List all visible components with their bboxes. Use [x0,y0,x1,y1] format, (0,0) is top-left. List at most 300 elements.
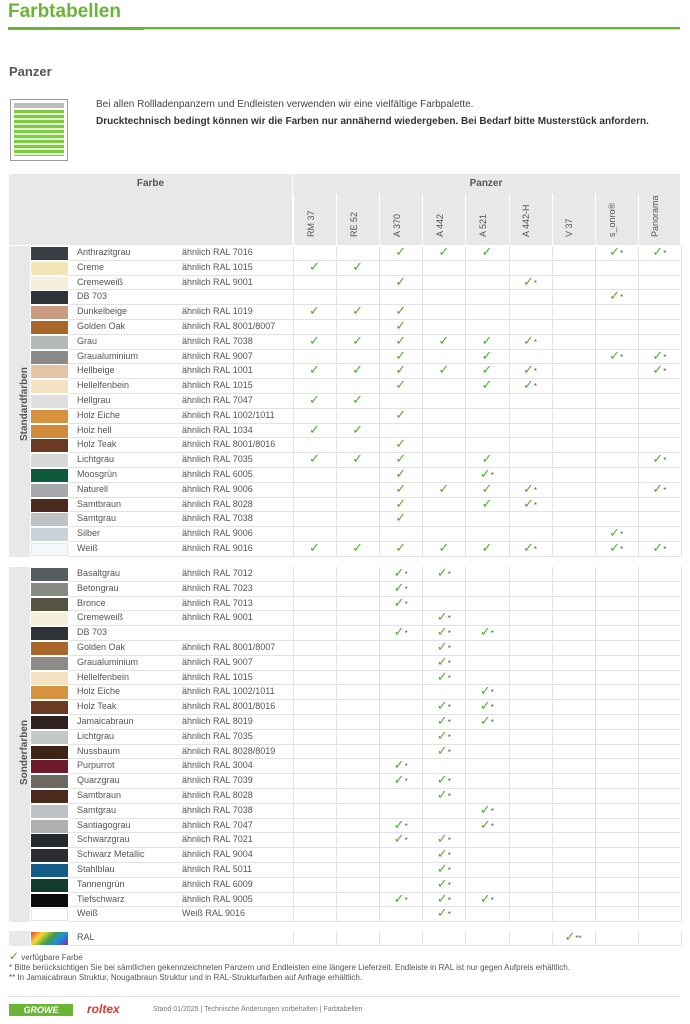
footnote-marker: * [447,910,451,920]
footnote-marker: * [533,500,538,510]
check-icon: ✓ [309,451,320,467]
standard-block [9,246,680,557]
check-icon: ✓* [479,713,494,728]
ral-reference: ähnlich RAL 1015 [182,261,253,272]
footnote-marker: * [447,851,451,861]
footnote-marker: * [447,658,451,668]
color-swatch [31,395,68,408]
row-divider [69,921,680,922]
color-name: Quarzgrau [77,775,120,786]
ral-reference: ähnlich RAL 8028 [182,790,253,800]
row-divider [69,556,680,557]
check-icon: ✓ [438,480,450,496]
check-icon: ✓ [309,362,320,378]
color-name: Cremeweiß [77,276,124,287]
footnote-marker: * [404,570,408,579]
check-icon: ✓* [393,565,408,580]
footnote-marker: * [533,485,538,495]
check-icon: ✓ [395,377,407,393]
color-swatch [31,731,68,744]
ral-reference: ähnlich RAL 8019 [182,716,253,726]
ral-reference: Weiß RAL 9016 [182,908,246,919]
check-icon: ✓* [609,525,624,541]
check-icon: ✓* [609,244,624,259]
column-header [422,194,466,245]
page-title: Farbtabellen [8,1,121,22]
ral-reference: ähnlich RAL 1002/1011 [182,686,275,697]
check-icon: ✓* [609,540,624,555]
footnote-marker: * [620,545,624,554]
check-icon: ✓ [309,540,320,555]
color-swatch [31,583,68,596]
table-row [9,931,680,946]
color-swatch [31,454,68,467]
check-icon: ✓* [652,451,667,467]
table-row [9,495,680,513]
color-name: RAL [77,932,95,942]
check-icon: ✓ [481,480,493,496]
column-header [509,194,553,245]
check-icon: ✓* [652,347,667,363]
ral-reference: ähnlich RAL 7038 [182,804,253,815]
check-icon: ✓* [522,540,538,555]
ral-reference: ähnlich RAL 9001 [182,612,253,623]
check-icon: ✓* [652,244,667,259]
color-swatch [31,908,68,921]
color-swatch [31,568,68,581]
ral-reference: ähnlich RAL 7047 [182,395,253,405]
check-icon: ✓ [395,406,407,422]
color-name: Hellbeige [77,365,115,376]
color-name: Schwarz Metallic [77,849,145,860]
color-swatch [31,701,68,714]
check-icon: ✓* [652,480,667,496]
check-icon: ✓* [479,624,494,640]
check-icon: ✓ [481,540,493,555]
color-swatch [31,864,68,877]
check-icon: ✓* [522,377,538,393]
color-swatch [31,262,68,275]
footnote-marker: * [490,806,494,816]
footer-rule [8,996,680,997]
table-row [9,907,680,922]
check-icon: ✓* [436,831,451,847]
check-icon: ✓ [309,392,320,407]
color-swatch [31,410,68,423]
column-header [638,194,682,245]
table-row [9,727,680,745]
table-row [9,273,680,291]
table-header [9,174,680,245]
ral-reference: ähnlich RAL 8001/8007 [182,642,276,652]
check-icon: ✓* [609,347,624,363]
color-swatch [31,484,68,497]
check-icon: ✓* [522,332,538,348]
row-divider [69,945,680,946]
footnote-marker: * [447,718,451,727]
legend-available: verfügbare Farbe [21,953,83,962]
ral-reference: ähnlich RAL 9007 [182,350,253,361]
color-name: Lichtgrau [77,730,115,741]
footnote-marker: * [447,644,451,653]
ral-reference: ähnlich RAL 7016 [182,247,253,257]
check-icon: ✓* [479,890,494,906]
check-icon: ✓* [479,816,494,832]
ral-reference: ähnlich RAL 8001/8016 [182,701,276,712]
header-panzer: Panzer [469,178,503,189]
check-icon: ✓ [481,362,493,378]
intro-text: Bei allen Rollladenpanzern und Endleisten verwenden wir eine vielfältige Farbpalette. [96,99,474,110]
ral-reference: ähnlich RAL 7035 [182,730,253,741]
check-icon: ✓ [309,303,320,319]
check-icon: ✓* [479,683,494,699]
ral-reference: ähnlich RAL 9001 [182,276,253,287]
check-icon: ✓* [522,480,538,496]
ral-reference: ähnlich RAL 7035 [182,454,253,465]
growe-logo: GROWE [9,1004,73,1016]
color-name: Holz Teak [77,701,117,712]
check-icon: ✓* [393,831,408,847]
color-name: Hellelfenbein [77,671,130,682]
color-swatch [31,627,68,640]
footnote-marker: * [447,836,451,846]
column-header-label: RM 37 [305,210,316,237]
column-header [336,194,380,245]
footnote-marker: * [620,530,624,540]
roltex-logo: roltex [87,1002,120,1016]
column-divider [681,567,682,922]
ral-reference: ähnlich RAL 9004 [182,849,253,860]
color-name: Tannengrün [77,878,125,889]
footer-text: Stand 01/2025 | Technische Änderungen vorbehalten | Farbtabellen [153,1006,363,1013]
footnote-marker: * [447,673,451,683]
check-icon: ✓* [609,288,624,304]
check-icon: ✓ [352,451,364,467]
color-name: Golden Oak [77,642,126,652]
check-icon: ✓ [395,480,407,496]
check-icon: ✓ [395,510,407,526]
color-swatch [31,805,68,818]
check-icon: ✓ [395,495,407,511]
ral-reference: ähnlich RAL 9005 [182,893,253,904]
check-icon: ✓* [436,624,451,640]
table-row [9,848,680,863]
check-icon: ✓ [395,303,407,319]
footnote-marker: * [447,880,451,890]
color-swatch [31,598,68,611]
color-swatch [31,746,68,759]
color-name: Betongrau [77,582,119,593]
color-swatch [31,513,68,526]
color-name: Naturell [77,483,109,494]
check-icon: ✓* [436,742,451,758]
color-swatch [31,790,68,803]
footnote-marker: * [447,895,451,905]
color-swatch [31,834,68,847]
table-row [9,700,680,715]
footnote-marker: * [663,485,667,495]
check-icon: ✓ [352,332,364,348]
check-icon: ✓* [393,772,408,788]
intro-note: Drucktechnisch bedingt können wir die Farben nur annähernd wiedergeben. Bei Bedarf bitte Musterstück anfordern. [96,116,649,127]
ral-reference: ähnlich RAL 9016 [182,543,253,553]
color-swatch [31,686,68,699]
color-name: Holz Teak [77,439,117,450]
check-icon: ✓* [522,495,538,511]
check-icon: ✓ [352,362,364,378]
table-row [9,626,680,641]
check-icon: ✓ [395,318,407,333]
column-header [465,194,509,245]
color-swatch [31,499,68,512]
check-icon: ✓* [479,698,494,714]
ral-reference: ähnlich RAL 1015 [182,671,253,682]
column-header [293,194,337,245]
ral-reference: ähnlich RAL 8001/8016 [182,439,276,450]
check-icon: ✓* [436,772,451,788]
ral-reference: ähnlich RAL 9006 [182,528,253,539]
shutter-illustration [10,99,68,161]
check-icon: ✓* [479,466,494,481]
check-icon: ✓* [436,698,451,714]
footnote-marker: * [404,821,408,831]
color-name: Hellelfenbein [77,380,130,391]
column-header-label: A 521 [477,213,488,237]
color-name: Samtbraun [77,790,122,800]
check-icon: ✓ [438,362,450,378]
footnote-marker: * [533,382,538,392]
ral-reference: ähnlich RAL 7023 [182,582,253,593]
shutter-box [14,103,64,108]
table-row [9,453,680,468]
shutter-slats [14,110,64,156]
color-name: Holz Eiche [77,686,121,697]
section-title: Panzer [9,64,52,79]
footnote-marker: * [533,337,538,347]
check-icon: ✓* [393,890,408,906]
color-name: Nussbaum [77,745,121,756]
ral-reference: ähnlich RAL 7039 [182,775,253,786]
check-icon: ✓ [395,436,407,452]
color-name: Hellgrau [77,395,111,405]
column-divider [681,246,682,557]
table-row [9,875,680,893]
table-row [9,653,680,671]
footnote-marker: * [404,599,408,609]
ral-reference: ähnlich RAL 7038 [182,335,253,346]
table-row [9,468,680,483]
check-icon: ✓* [436,861,451,876]
footnote-marker: * [663,456,667,466]
column-header-label: A 442 [434,213,445,237]
footnote-marker: * [490,718,494,727]
color-swatch [31,247,68,260]
color-name: Anthrazitgrau [77,247,131,257]
check-icon: ✓* [436,609,451,625]
table-row [9,742,680,760]
footnote-marker: * [447,703,451,713]
footnote-marker: * [447,747,451,757]
footnote-marker: * [404,762,408,772]
color-swatch [31,612,68,625]
footnote-marker: * [447,614,451,624]
check-icon: ✓ [481,451,493,467]
check-icon: ✓* [652,540,667,555]
title-rule [144,29,680,30]
color-name: Silber [77,528,101,539]
ral-reference: ähnlich RAL 1002/1011 [182,409,275,420]
color-name: Santiagograu [77,819,131,830]
table-row [9,774,680,789]
table-row [9,480,680,498]
footnote-marker: * [447,629,451,639]
ral-reference: ähnlich RAL 1015 [182,380,253,391]
check-icon: ✓ [395,347,407,363]
sonder-block [9,567,680,922]
ral-reference: ähnlich RAL 8028/8019 [182,745,276,756]
color-name: Creme [77,261,105,272]
check-icon: ✓* [436,565,451,580]
ral-reference: ähnlich RAL 1001 [182,365,253,376]
color-name: Lichtgrau [77,454,115,465]
check-icon: ✓ [481,495,493,511]
check-icon: ✓ [352,421,364,437]
ral-reference: ähnlich RAL 8028 [182,498,253,509]
ral-reference: ähnlich RAL 7038 [182,513,253,524]
color-swatch [31,543,68,556]
ral-reference: ähnlich RAL 7047 [182,819,253,830]
table-row [9,816,680,834]
color-swatch [31,932,68,945]
sonder-label: Sonderfarben [19,719,30,785]
color-name: Graualuminium [77,350,139,361]
table-row [9,715,680,730]
check-icon: ✓ [481,347,493,363]
table-row [9,579,680,597]
check-icon: ✓* [393,757,408,773]
footnote-marker: * [490,895,494,905]
color-name: Stahlblau [77,864,115,874]
check-icon: ✓* [393,624,408,640]
check-icon: ✓ [395,244,407,259]
footnote-marker: * [404,629,408,639]
ral-reference: ähnlich RAL 3004 [182,760,253,771]
footnote-marker: * [490,629,494,639]
column-header-label: Panorama [650,195,661,237]
ral-reference: ähnlich RAL 7013 [182,597,253,608]
table-row [9,364,680,379]
color-name: Graualuminium [77,656,139,667]
color-name: Holz Eiche [77,409,121,420]
color-name: Weiß [77,908,98,919]
footnote-marker: * [404,777,408,787]
check-icon: ✓ [481,244,493,259]
footnote-marker: * [490,703,494,713]
table-row [9,542,680,557]
color-name: Samtgrau [77,513,117,524]
color-name: Jamaicabraun [77,716,134,726]
color-swatch [31,425,68,438]
check-icon: ✓ [352,303,364,319]
ral-reference: ähnlich RAL 9006 [182,483,253,494]
column-header [379,194,423,245]
table-row [9,801,680,819]
table-row [9,421,680,439]
check-icon: ✓* [436,875,451,891]
check-icon: ✓ [438,332,450,348]
footnote-marker: * [447,792,451,801]
check-icon: ✓ [395,466,407,481]
footnote-marker: * [663,545,667,554]
color-swatch [31,657,68,670]
footnote-marker: * [447,777,451,787]
table-row [9,668,680,686]
table-row [9,567,680,582]
check-icon: ✓* [436,668,451,684]
check-icon: ✓* [436,905,451,921]
ral-reference: ähnlich RAL 1034 [182,424,253,435]
table-row [9,890,680,908]
check-icon: ✓* [436,653,451,669]
table-row [9,611,680,626]
color-swatch [31,380,68,393]
color-swatch [31,820,68,833]
footnote-marker: * [447,570,451,579]
color-name: Tiefschwarz [77,893,125,904]
check-icon: ✓* [393,594,408,610]
footnote-marker: * [663,367,667,377]
check-icon: ✓ [395,273,407,289]
check-icon: ✓* [393,579,408,595]
header-farbe: Farbe [136,178,165,189]
check-icon: ✓* [436,713,451,728]
check-icon: ✓ [309,332,320,348]
color-name: Golden Oak [77,321,126,331]
color-swatch [31,291,68,304]
color-swatch [31,894,68,907]
check-icon: ✓* [436,890,451,906]
color-swatch [31,439,68,452]
ral-reference: ähnlich RAL 8001/8007 [182,321,276,331]
table-row [9,305,680,320]
check-icon: ✓ [352,392,364,407]
color-name: DB 703 [77,291,108,302]
table-row [9,833,680,848]
column-header-label: s_onro® [607,202,618,237]
footnote-marker: * [620,293,624,303]
footnote-marker: * [663,249,667,258]
footnote-marker: * [490,471,494,480]
color-name: Schwarzgrau [77,834,130,845]
table-row [9,258,680,276]
footnote-marker: ** [575,934,582,943]
footnote-marker: * [404,895,408,905]
color-swatch [31,336,68,349]
color-name: DB 703 [77,627,108,638]
footnote-marker: * [533,367,538,377]
color-swatch [31,879,68,892]
color-swatch [31,365,68,378]
footnote-marker: * [533,278,538,288]
legend [9,951,570,983]
color-name: Samtbraun [77,498,122,509]
check-icon: ✓ [481,332,493,348]
table-row [9,759,680,774]
color-name: Moosgrün [77,469,118,479]
color-swatch [31,716,68,729]
color-swatch [31,642,68,655]
check-icon: ✓* [436,787,451,802]
